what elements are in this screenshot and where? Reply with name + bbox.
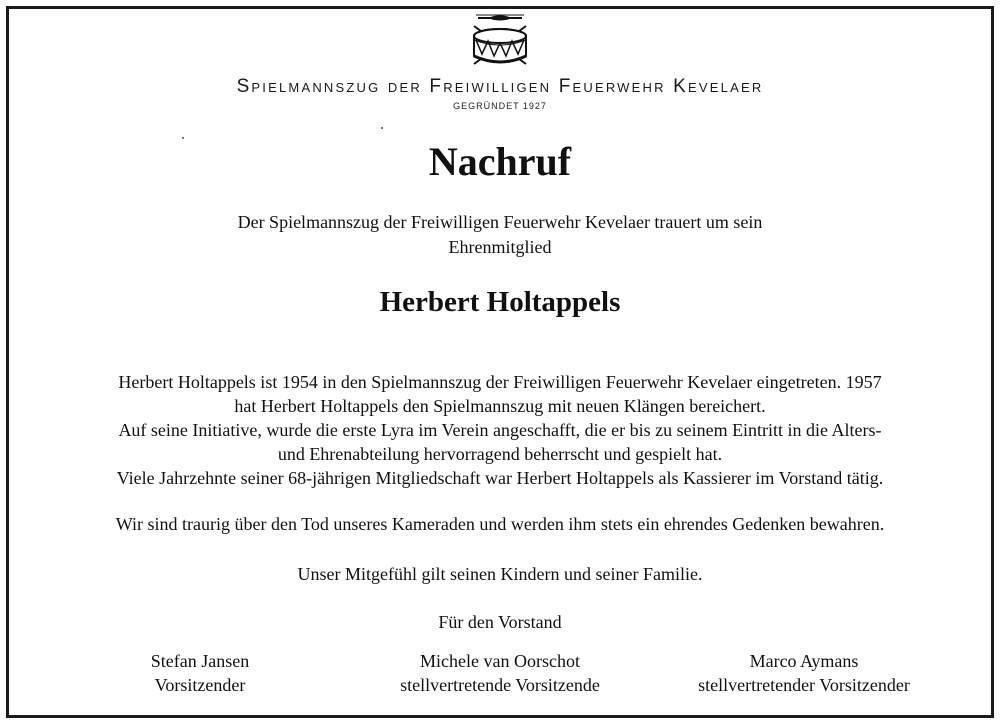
biography-line: Viele Jahrzehnte seiner 68-jährigen Mitgliedschaft war Herbert Holtappels als Kassierer im Vorstand tätig.	[116, 468, 884, 488]
biography-text	[0, 370, 1000, 490]
founded-year: GEGRÜNDET 1927	[453, 101, 547, 111]
sympathy-text: Unser Mitgefühl gilt seinen Kindern und seiner Familie.	[297, 564, 703, 584]
deceased-name: Herbert Holtappels	[379, 286, 621, 318]
biography-line: hat Herbert Holtappels den Spielmannszug mit neuen Klängen bereichert.	[234, 396, 766, 416]
intro-line: Der Spielmannszug der Freiwilligen Feuerwehr Kevelaer trauert um sein	[237, 212, 763, 232]
signatory-2	[360, 649, 640, 697]
organization-name: Spielmannszug der Freiwilligen Feuerwehr Kevelaer	[236, 76, 764, 97]
intro-line: Ehrenmitglied	[448, 237, 552, 257]
signatory-role: stellvertretender Vorsitzender	[698, 675, 910, 695]
signatory-role: Vorsitzender	[154, 675, 246, 695]
print-speck	[381, 127, 383, 129]
closing-text: Wir sind traurig über den Tod unseres Kameraden und werden ihm stets ein ehrendes Gedenken bewahren.	[115, 514, 885, 534]
drum-icon	[464, 10, 536, 76]
signatory-1	[95, 649, 305, 697]
signatory-3	[664, 649, 944, 697]
signatory-name: Stefan Jansen	[150, 651, 250, 671]
biography-line: Herbert Holtappels ist 1954 in den Spielmannszug der Freiwilligen Feuerwehr Kevelaer eingetreten. 1957	[118, 372, 882, 392]
signatory-name: Marco Aymans	[749, 651, 859, 671]
notice-title: Nachruf	[428, 139, 572, 184]
signatory-role: stellvertretende Vorsitzende	[400, 675, 600, 695]
biography-line: Auf seine Initiative, wurde die erste Lyra im Verein angeschafft, die er bis zu seinem Eintritt in die Alters-	[118, 420, 882, 440]
signatory-name: Michele van Oorschot	[420, 651, 580, 671]
intro-text	[0, 210, 1000, 260]
board-label: Für den Vorstand	[438, 612, 562, 632]
biography-line: und Ehrenabteilung hervorragend beherrscht und gespielt hat.	[277, 444, 723, 464]
